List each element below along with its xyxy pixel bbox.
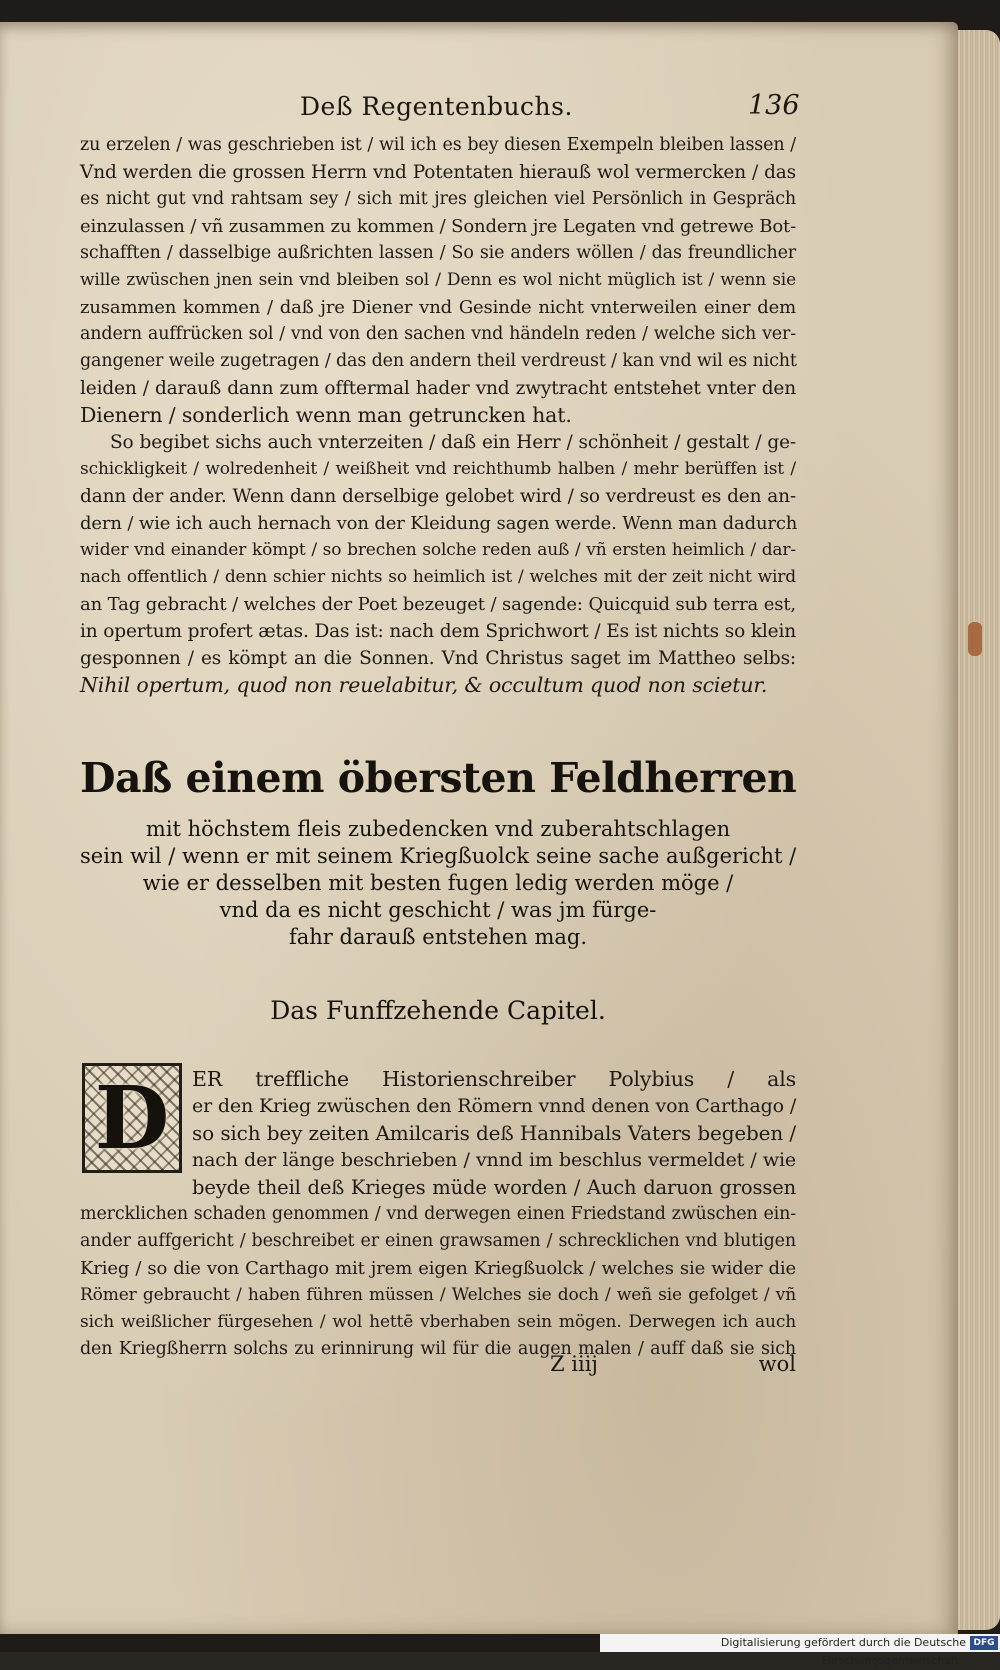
footer-credit: Digitalisierung gefördert durch die Deutsche Forschungsgemeinschaft ·	[720, 1636, 966, 1667]
text-line: wider vnd einander kömpt / so brechen solche reden auß / vñ ersten heimlich / dar-	[80, 540, 796, 560]
text-line: nach der länge beschrieben / vnnd im beschlus vermeldet / wie	[192, 1149, 796, 1171]
text-line: er den Krieg zwüschen den Römern vnnd denen von Carthago /	[192, 1095, 797, 1117]
text-line: ER treffliche Historienschreiber Polybius / als	[192, 1067, 796, 1091]
text-line: in opertum profert ætas. Das ist: nach dem Sprichwort / Es ist nichts so klein	[80, 621, 796, 642]
text-line: an Tag gebracht / welches der Poet bezeuget / sagende: Quicquid sub terra est,	[80, 594, 796, 615]
text-line: zu erzelen / was geschrieben ist / wil ich es bey diesen Exempeln bleiben lassen /	[80, 135, 796, 155]
decorated-initial	[82, 1063, 182, 1173]
signature-mark: Z iiij	[550, 1352, 598, 1376]
chapter-number: Das Funffzehende Capitel.	[270, 996, 606, 1025]
text-line: einzulassen / vñ zusammen zu kommen / Sondern jre Legaten vnd getrewe Bot-	[80, 216, 797, 237]
chapter-subheading-line: mit höchstem fleis zubedencken vnd zuberahtschlagen	[145, 817, 731, 841]
text-line: schafften / dasselbige außrichten lassen / So sie anders wöllen / das freundlicher	[80, 243, 796, 263]
chapter-heading: Daß einem öbersten Feldherren	[80, 754, 797, 802]
dfg-logo: DFG	[970, 1636, 998, 1650]
text-line: wille zwüschen jnen sein vnd bleiben sol / Denn es wol nicht müglich ist / wenn sie	[80, 270, 796, 290]
text-line: dann der ander. Wenn dann derselbige gelobet wird / so verdreust es den an-	[80, 486, 796, 507]
text-line: gangener weile zugetragen / das den andern theil verdreust / kan vnd wil es nicht	[80, 351, 797, 371]
text-line: gesponnen / es kömpt an die Sonnen. Vnd Christus saget im Mattheo selbs:	[80, 648, 796, 669]
text-line: sich weißlicher fürgesehen / wol hettē vberhaben sein mögen. Derwegen ich auch	[80, 1312, 796, 1332]
text-line: Krieg / so die von Carthago mit jrem eigen Kriegßuolck / welches sie wider die	[80, 1258, 796, 1279]
page-stain	[968, 622, 982, 656]
chapter-subheading-line: wie er desselben mit besten fugen ledig werden möge /	[142, 871, 734, 895]
text-line: leiden / darauß dann zum offtermal hader vnd zwytracht entstehet vnter den	[80, 378, 796, 399]
text-line: Vnd werden die grossen Herrn vnd Potentaten hierauß wol vermercken / das	[80, 162, 796, 183]
text-line: mercklichen schaden genommen / vnd derwegen einen Friedstand zwüschen ein-	[80, 1204, 796, 1224]
text-line: So begibet sichs auch vnterzeiten / daß ein Herr / schönheit / gestalt / ge-	[110, 432, 796, 453]
page-edges	[956, 30, 1000, 1630]
page-catchwords	[80, 1352, 796, 1382]
text-line: den Kriegßherrn solchs zu erinnirung wil für die augen malen / auff daß sie sich	[80, 1339, 796, 1359]
running-title: Deß Regentenbuchs.	[300, 92, 573, 121]
text-line: schickligkeit / wolredenheit / weißheit vnd reichthumb halben / mehr berüffen ist /	[80, 459, 796, 479]
digitization-footer	[600, 1634, 1000, 1667]
chapter-subheading-line: fahr darauß entstehen mag.	[288, 925, 588, 949]
initial-letter: D	[94, 1067, 170, 1169]
folio-number: 136	[748, 90, 800, 121]
text-line: beyde theil deß Krieges müde worden / Auch daruon grossen	[192, 1176, 796, 1199]
text-line: ander auffgericht / beschreibet er einen grawsamen / schrecklichen vnd blutigen	[80, 1231, 796, 1251]
text-line: so sich bey zeiten Amilcaris deß Hannibals Vaters begeben /	[192, 1121, 796, 1145]
text-line: zusammen kommen / daß jre Diener vnd Gesinde nicht vnterweilen einer dem	[80, 297, 796, 318]
text-line: Dienern / sonderlich wenn man getruncken hat.	[80, 403, 572, 427]
text-line: dern / wie ich auch hernach von der Kleidung sagen werde. Wenn man dadurch	[80, 513, 798, 534]
chapter-subheading-line: sein wil / wenn er mit seinem Kriegßuolck seine sache außgericht /	[80, 844, 797, 868]
text-line: nach offentlich / denn schier nichts so heimlich ist / welches mit der zeit nicht wird	[80, 567, 796, 587]
text-line: andern auffrücken sol / vnd von den sachen vnd händeln reden / welche sich ver-	[80, 324, 796, 344]
text-line: Nihil opertum, quod non reuelabitur, & occultum quod non scietur.	[80, 673, 768, 697]
chapter-subheading-line: vnd da es nicht geschicht / was jm fürge-	[219, 898, 657, 922]
text-line: Römer gebraucht / haben führen müssen / Welches sie doch / weñ sie gefolget / vñ	[80, 1285, 796, 1305]
text-line: es nicht gut vnd rahtsam sey / sich mit jres gleichen viel Persönlich in Gespräch	[80, 189, 796, 209]
catchword: wol	[758, 1352, 796, 1376]
